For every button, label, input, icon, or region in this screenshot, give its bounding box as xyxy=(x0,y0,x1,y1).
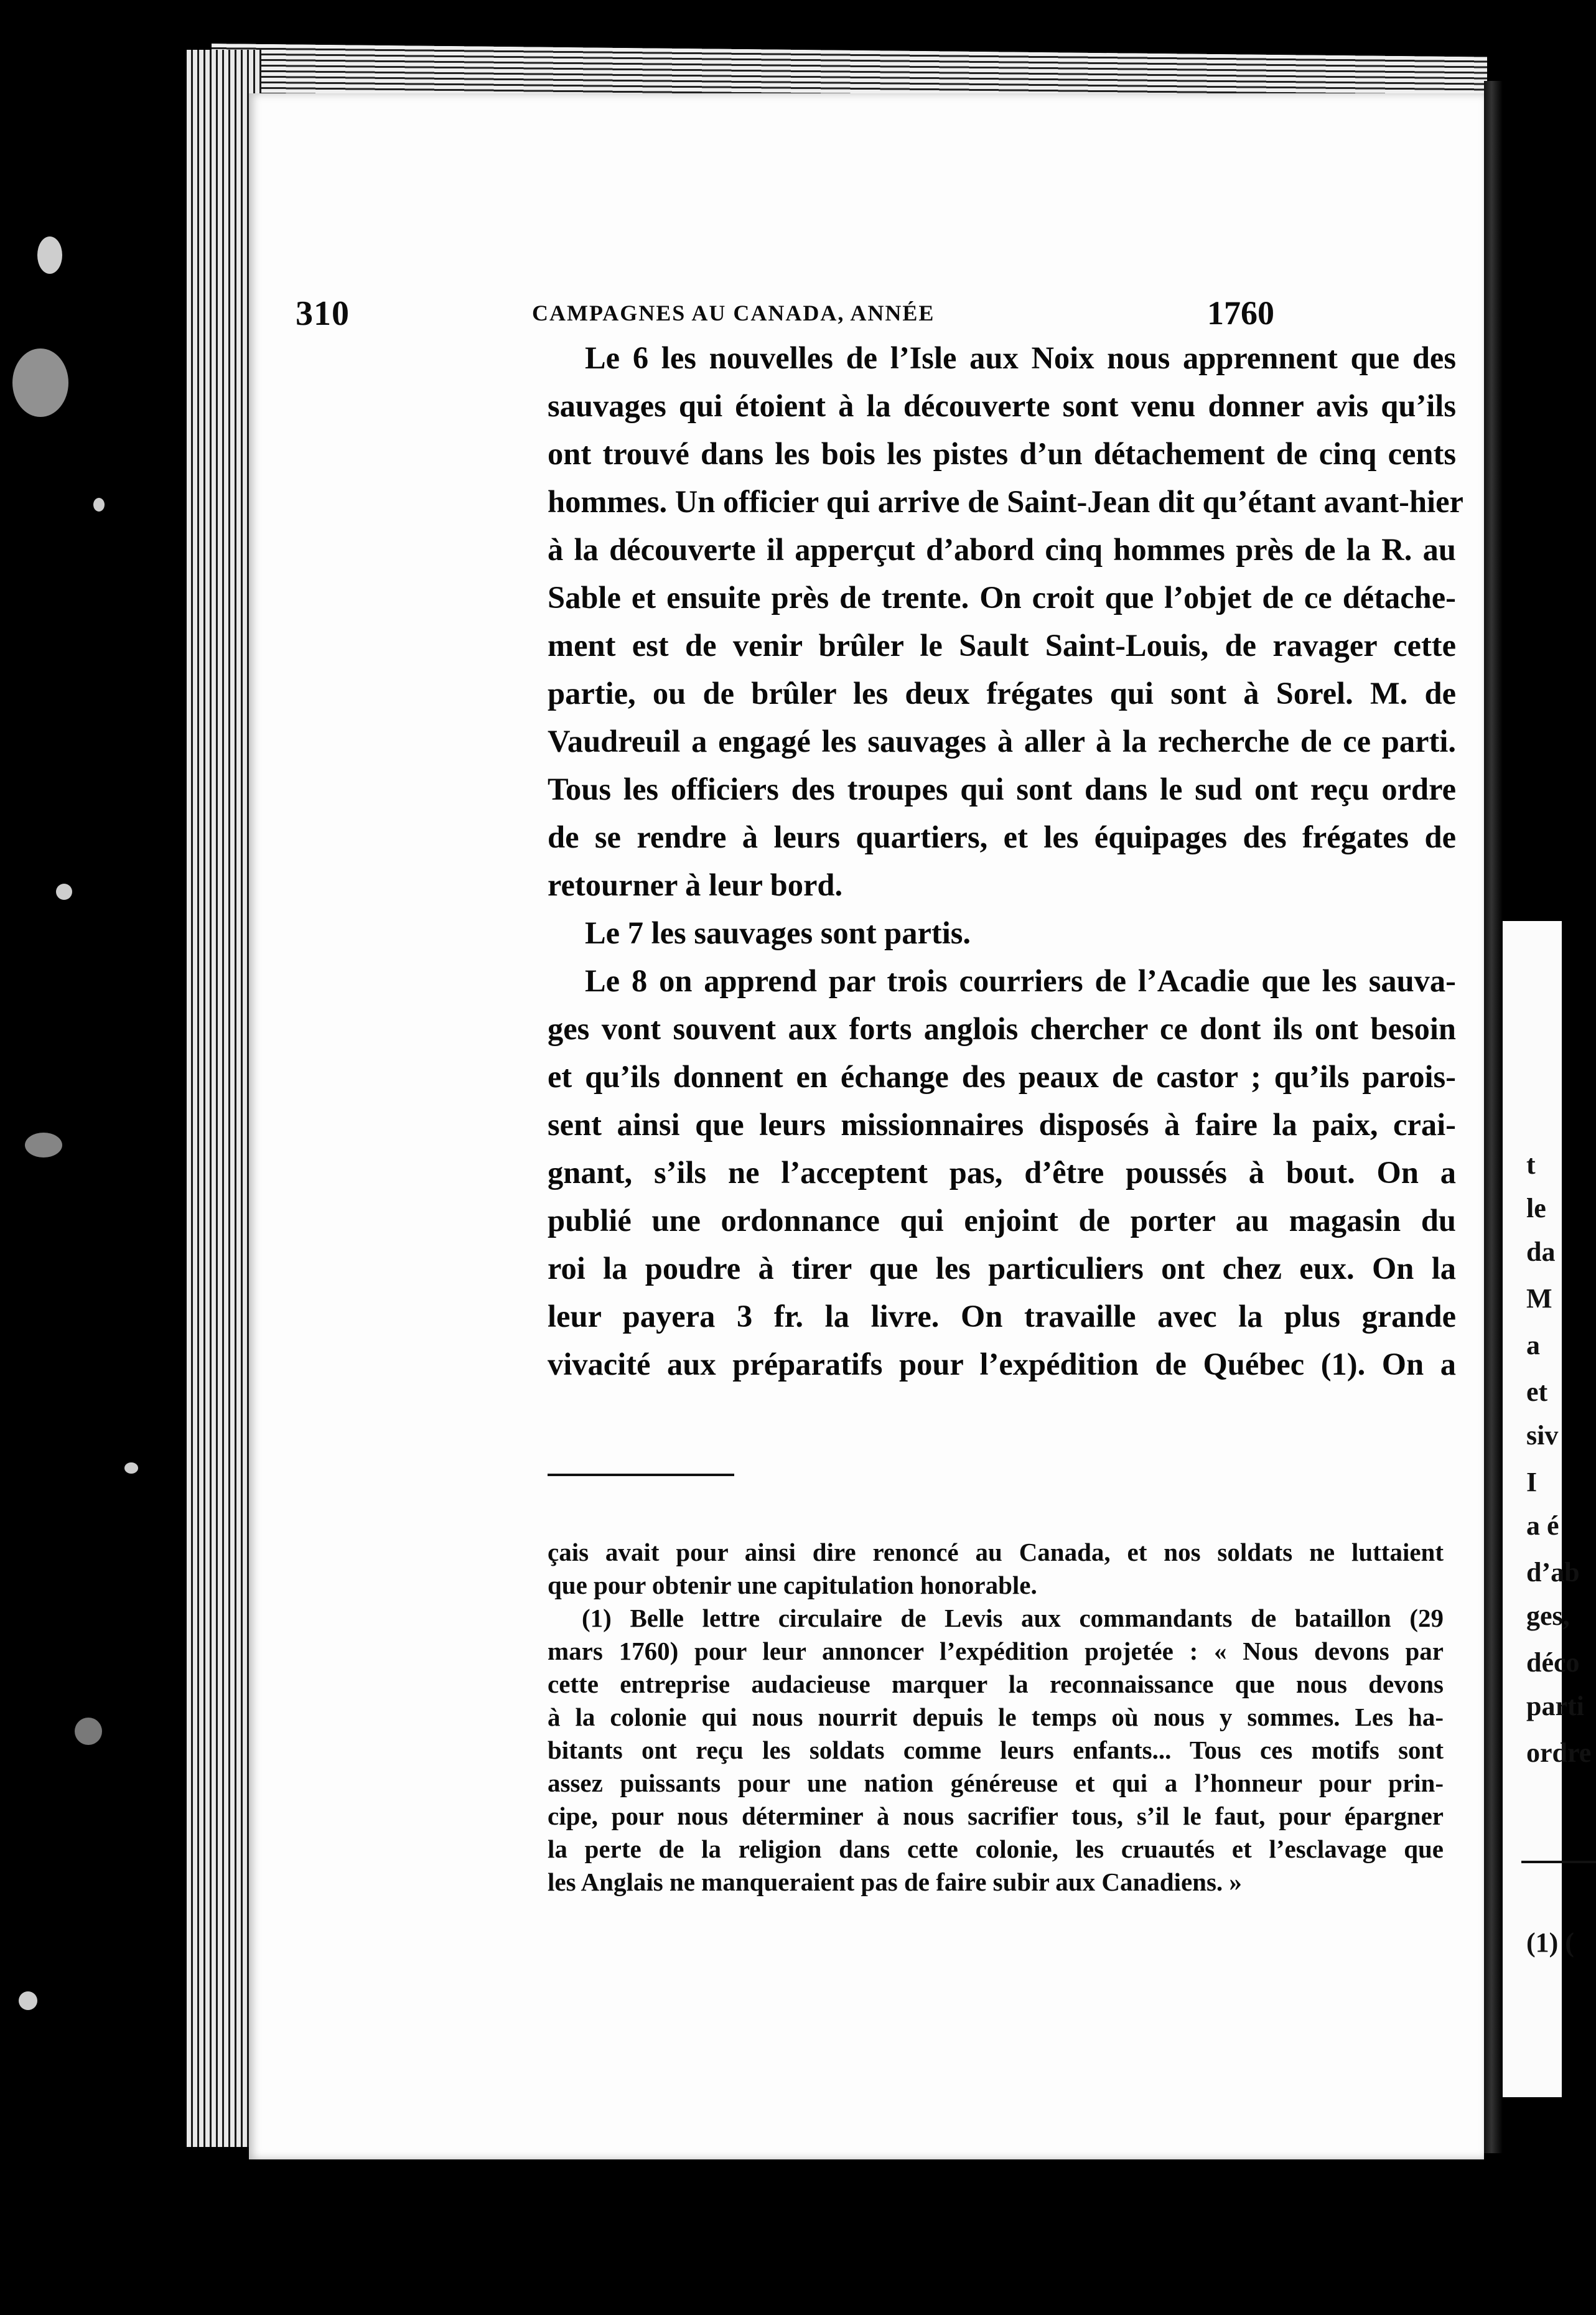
footnote-line: que pour obtenir une capitulation honorable. xyxy=(548,1571,1037,1599)
facing-page-text: M xyxy=(1526,1283,1552,1314)
facing-page-text: a xyxy=(1526,1330,1540,1360)
footnote-line: mars 1760) pour leur annoncer l’expédition projetée : « Nous devons par xyxy=(548,1637,1444,1665)
scan-speck xyxy=(19,1991,37,2010)
body-line: Tous les officiers des troupes qui sont dans le sud ont reçu ordre xyxy=(548,772,1456,807)
body-line: gnant, s’ils ne l’acceptent pas, d’être poussés à bout. On a xyxy=(548,1155,1456,1190)
running-title: CAMPAGNES AU CANADA, ANNÉE xyxy=(532,301,935,325)
scan-speck xyxy=(75,1718,102,1745)
body-line: et qu’ils donnent en échange des peaux de castor ; qu’ils parois- xyxy=(548,1059,1456,1094)
scan-speck xyxy=(25,1133,62,1158)
facing-page-text: déco xyxy=(1526,1647,1580,1678)
footnote-rule xyxy=(548,1474,734,1476)
facing-page-text: ordre xyxy=(1526,1737,1592,1768)
facing-page-text: le xyxy=(1526,1193,1546,1223)
body-line: vivacité aux préparatifs pour l’expédition de Québec (1). On a xyxy=(548,1347,1456,1382)
facing-page-fragment xyxy=(1503,921,1592,2097)
running-year: 1760 xyxy=(1207,294,1274,332)
body-line: à la découverte il apperçut d’abord cinq hommes près de la R. au xyxy=(548,532,1456,567)
scan-background-bottom xyxy=(0,2159,1562,2315)
facing-page-text: da xyxy=(1526,1237,1556,1267)
facing-page-text: et xyxy=(1526,1377,1548,1407)
body-line: Le 6 les nouvelles de l’Isle aux Noix nous apprennent que des xyxy=(585,340,1456,375)
running-head xyxy=(296,294,1282,331)
scan-speck xyxy=(12,348,68,417)
facing-page-text: ges, xyxy=(1526,1601,1570,1631)
body-line: sent ainsi que leurs missionnaires disposés à faire la paix, crai- xyxy=(548,1107,1456,1142)
scan-speck xyxy=(124,1462,138,1474)
body-line: ges vont souvent aux forts anglois chercher ce dont ils ont besoin xyxy=(548,1011,1456,1046)
footnote-line: cipe, pour nous déterminer à nous sacrifier tous, s’il le faut, pour épargner xyxy=(548,1802,1444,1830)
body-line: ont trouvé dans les bois les pistes d’un détachement de cinq cents xyxy=(548,436,1456,471)
scan-speck xyxy=(93,498,105,512)
scan-speck xyxy=(37,236,62,274)
page-number: 310 xyxy=(296,294,350,333)
body-line: leur payera 3 fr. la livre. On travaille avec la plus grande xyxy=(548,1299,1456,1334)
footnote-line: assez puissants pour une nation généreuse et qui a l’honneur pour prin- xyxy=(548,1769,1444,1797)
body-line: Le 8 on apprend par trois courriers de l’Acadie que les sauva- xyxy=(585,963,1456,998)
facing-page-text: d’ab xyxy=(1526,1557,1580,1588)
body-line: retourner à leur bord. xyxy=(548,868,843,902)
scan-speck xyxy=(56,884,72,900)
facing-page-text: siv xyxy=(1526,1420,1559,1451)
body-line: sauvages qui étoient à la découverte sont venu donner avis qu’ils xyxy=(548,388,1456,423)
body-line: publié une ordonnance qui enjoint de porter au magasin du xyxy=(548,1203,1456,1238)
facing-page-text: t xyxy=(1526,1149,1536,1180)
facing-page-text: a é xyxy=(1526,1510,1559,1541)
footnote-line: cette entreprise audacieuse marquer la reconnaissance que nous devons xyxy=(548,1670,1444,1698)
footnote-line: la perte de la religion dans cette colonie, les cruautés et l’esclavage que xyxy=(548,1835,1444,1863)
body-line: Vaudreuil a engagé les sauvages à aller à la recherche de ce parti. xyxy=(548,724,1456,759)
body-line: hommes. Un officier qui arrive de Saint-Jean dit qu’étant avant-hier xyxy=(548,484,1463,519)
body-line: Sable et ensuite près de trente. On croit que l’objet de ce détache- xyxy=(548,580,1456,615)
facing-page-text: (1) ( xyxy=(1526,1927,1574,1958)
body-line: Le 7 les sauvages sont partis. xyxy=(585,915,971,950)
footnote-line: à la colonie qui nous nourrit depuis le temps où nous y sommes. Les ha- xyxy=(548,1703,1444,1731)
footnote-line: les Anglais ne manqueraient pas de faire subir aux Canadiens. » xyxy=(548,1868,1242,1896)
facing-page-text: I xyxy=(1526,1467,1538,1497)
body-line: roi la poudre à tirer que les particuliers ont chez eux. On la xyxy=(548,1251,1456,1286)
footnote-line: (1) Belle lettre circulaire de Levis aux commandants de bataillon (29 xyxy=(582,1604,1444,1632)
body-line: ment est de venir brûler le Sault Saint-Louis, de ravager cette xyxy=(548,628,1456,663)
body-line: partie, ou de brûler les deux frégates qui sont à Sorel. M. de xyxy=(548,676,1456,711)
footnote-line: bitants ont reçu les soldats comme leurs enfants... Tous ces motifs sont xyxy=(548,1736,1444,1764)
facing-page-text: parti xyxy=(1526,1691,1584,1721)
facing-page-footnote-rule xyxy=(1521,1861,1596,1863)
book-gutter xyxy=(1484,81,1503,2153)
footnote-line: çais avait pour ainsi dire renoncé au Canada, et nos soldats ne luttaient xyxy=(548,1538,1444,1566)
body-line: de se rendre à leurs quartiers, et les équipages des frégates de xyxy=(548,820,1456,854)
